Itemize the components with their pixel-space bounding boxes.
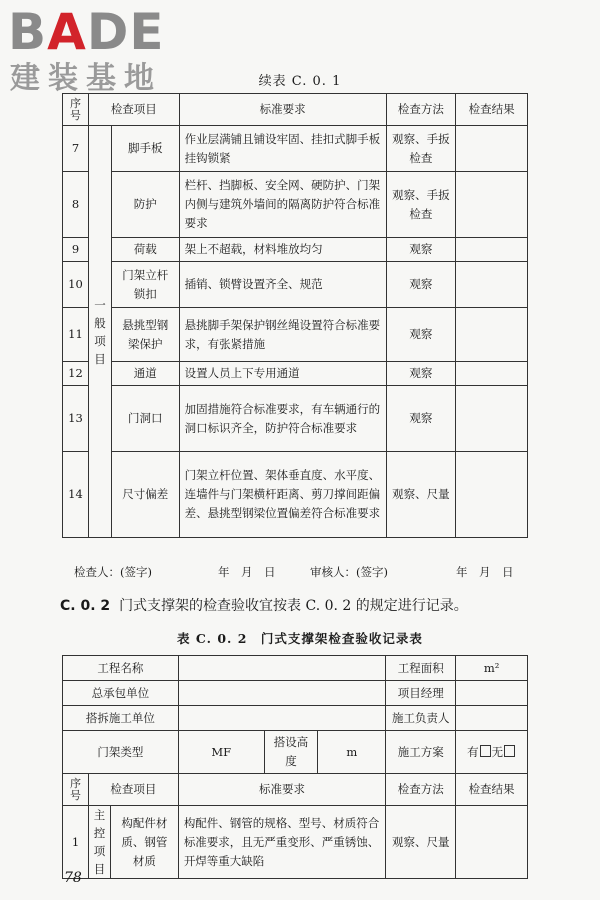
section-text: 门式支撑架的检查验收宜按表 C. 0. 2 的规定进行记录。	[119, 598, 468, 614]
table-row: 工程名称 工程面积 m²	[63, 656, 528, 681]
project-name-value	[178, 656, 385, 681]
table-row: 14 尺寸偏差 门架立杆位置、架体垂直度、水平度、连墙件与门架横杆距离、剪刀撑间距偏差、悬挑型钢梁位置偏差符合标准要求 观察、尺量	[63, 452, 528, 538]
contractor-value	[178, 681, 385, 706]
result-cell	[456, 126, 528, 172]
table-row: 10 门架立杆锁扣 插销、锁臂设置齐全、规范 观察	[63, 262, 528, 308]
header-result: 检查结果	[456, 94, 528, 126]
continued-table-title: 续表 C. 0. 1	[258, 74, 342, 89]
manager-value	[456, 681, 528, 706]
table-row: 7 一般项目 脚手板 作业层满铺且铺设牢固、挂扣式脚手板挂钩锁紧 观察、手扳检查	[63, 126, 528, 172]
table-row: 12 通道 设置人员上下专用通道 观察	[63, 362, 528, 386]
section-number: C. 0. 2	[60, 598, 111, 614]
table-header-row	[63, 94, 528, 126]
reviewer-signature: 审核人：(签字)	[310, 565, 388, 579]
table2-title: 表 C. 0. 2 门式支撑架检查验收记录表	[177, 631, 423, 646]
header-item: 检查项目	[88, 94, 179, 126]
category-cell: 一般项目	[88, 126, 111, 538]
checkbox-yes[interactable]	[480, 745, 491, 757]
install-unit-value	[178, 706, 385, 731]
lead-value	[456, 706, 528, 731]
table-row: 13 门洞口 加固措施符合标准要求，有车辆通行的洞口标识齐全，防护符合标准要求 观察	[63, 386, 528, 452]
result-cell	[456, 172, 528, 238]
table-row: 9 荷载 架上不超载，材料堆放均匀 观察	[63, 238, 528, 262]
result-cell	[456, 262, 528, 308]
inspection-table-continued	[62, 93, 528, 538]
result-cell	[456, 238, 528, 262]
result-cell	[456, 806, 528, 879]
checkbox-no[interactable]	[504, 745, 515, 757]
logo-subtitle: 建装基地	[10, 61, 162, 96]
plan-options: 有 无	[456, 731, 528, 774]
table-row: 搭拆施工单位 施工负责人	[63, 706, 528, 731]
result-cell	[456, 308, 528, 362]
table-header-row: 序号 检查项目 标准要求 检查方法 检查结果	[63, 774, 528, 806]
page-number: 78	[64, 870, 82, 886]
table-row: 门架类型 MF 搭设高度 m 施工方案 有 无	[63, 731, 528, 774]
logo-wordmark: BADE	[8, 3, 165, 61]
header-seq: 序号	[63, 94, 89, 126]
section-paragraph	[60, 595, 468, 615]
category-cell: 主控项目	[88, 806, 110, 879]
table-row: 11 悬挑型钢梁保护 悬挑脚手架保护钢丝绳设置符合标准要求，有张紧措施 观察	[63, 308, 528, 362]
table-row: 8 防护 栏杆、挡脚板、安全网、硬防护、门架内侧与建筑外墙间的隔离防护符合标准要求 观察、手扳检查	[63, 172, 528, 238]
result-cell	[456, 452, 528, 538]
header-method: 检查方法	[386, 94, 456, 126]
table-row: 总承包单位 项目经理	[63, 681, 528, 706]
inspector-signature: 检查人：(签字)	[74, 565, 152, 579]
table-row: 1 主控项目 构配件材质、钢管材质 构配件、钢管的规格、型号、材质符合标准要求，且无严重变形、严重锈蚀、开焊等重大缺陷 观察、尺量	[63, 806, 528, 879]
result-cell	[456, 386, 528, 452]
support-frame-record-table	[62, 655, 528, 879]
reviewer-date: 年 月 日	[456, 565, 514, 579]
inspector-date: 年 月 日	[218, 565, 276, 579]
result-cell	[456, 362, 528, 386]
header-standard: 标准要求	[179, 94, 386, 126]
